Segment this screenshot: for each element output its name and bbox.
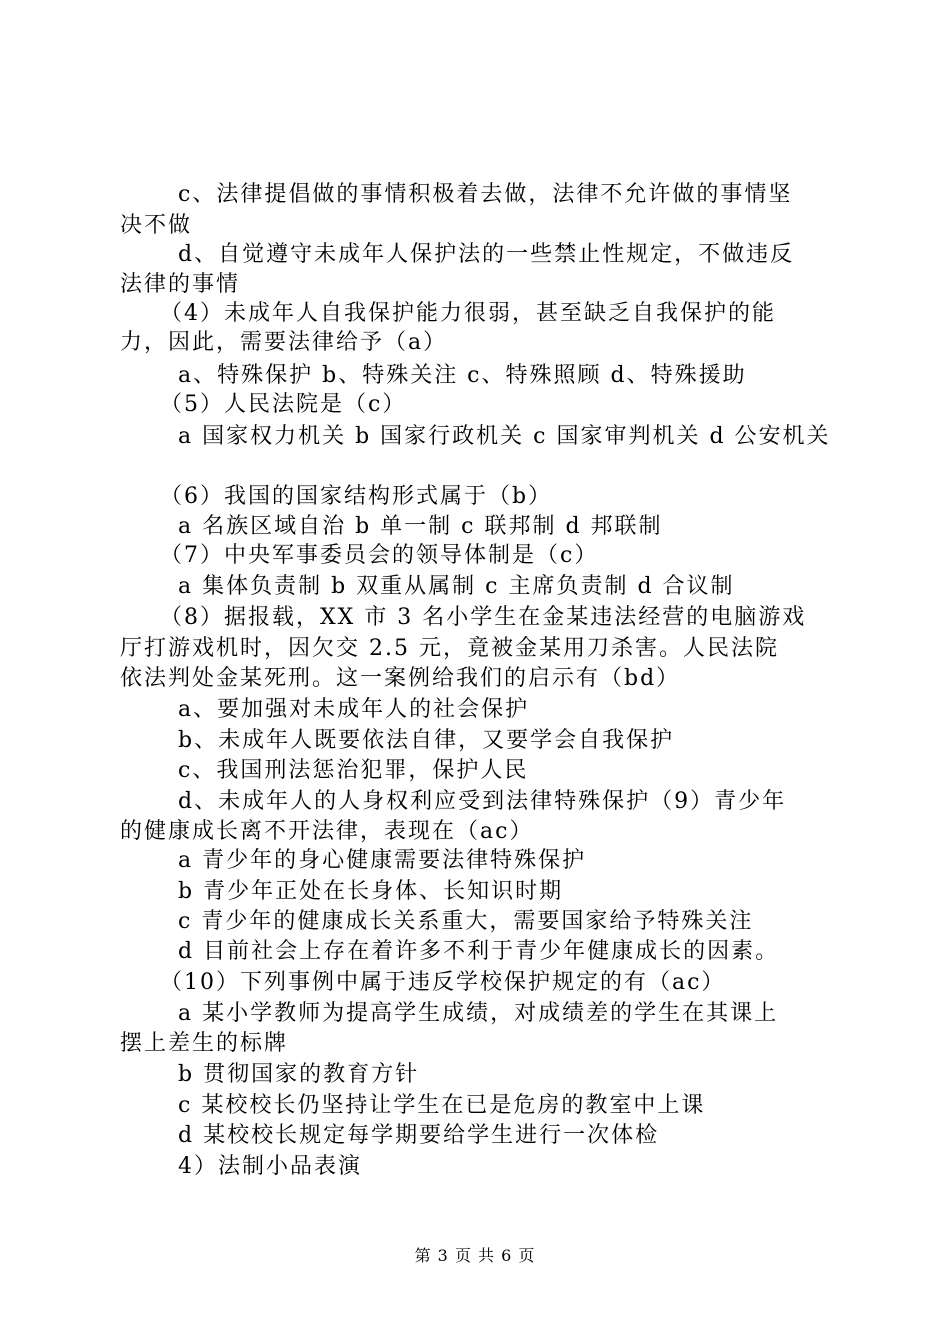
text-line: d 某校校长规定每学期要给学生进行一次体检: [178, 1123, 660, 1148]
text-line: （10）下列事例中属于违反学校保护规定的有（ac）: [160, 970, 726, 995]
text-line: a、特殊保护 b、特殊关注 c、特殊照顾 d、特殊援助: [178, 363, 747, 388]
page-number-footer: 第 3 页 共 6 页: [414, 1246, 536, 1265]
text-line: d、未成年人的人身权利应受到法律特殊保护（9）青少年: [178, 789, 787, 814]
text-line: a 某小学教师为提高学生成绩，对成绩差的学生在其课上: [178, 1001, 779, 1026]
text-line: 决不做: [120, 213, 193, 238]
text-line: 4）法制小品表演: [178, 1154, 362, 1179]
text-line: a 国家权力机关 b 国家行政机关 c 国家审判机关 d 公安机关: [178, 424, 831, 449]
text-line: c 某校校长仍坚持让学生在已是危房的教室中上课: [178, 1093, 706, 1118]
text-line: 摆上差生的标牌: [120, 1031, 289, 1056]
text-line: 力，因此，需要法律给予（a）: [120, 330, 448, 355]
text-line: （6）我国的国家结构形式属于（b）: [160, 484, 553, 509]
text-line: a 名族区域自治 b 单一制 c 联邦制 d 邦联制: [178, 514, 663, 539]
text-line: 法律的事情: [120, 272, 241, 297]
text-line: d、自觉遵守未成年人保护法的一些禁止性规定，不做违反: [178, 242, 795, 267]
text-line: 依法判处金某死刑。这一案例给我们的启示有（bd）: [120, 666, 681, 691]
text-line: （8）据报载，XX 市 3 名小学生在金某违法经营的电脑游戏: [160, 605, 807, 630]
text-line: a 青少年的身心健康需要法律特殊保护: [178, 848, 587, 873]
text-line: a 集体负责制 b 双重从属制 c 主席负责制 d 合议制: [178, 574, 735, 599]
text-line: （7）中央军事委员会的领导体制是（c）: [160, 543, 599, 568]
text-line: 厅打游戏机时，因欠交 2.5 元，竟被金某用刀杀害。人民法院: [120, 636, 779, 661]
text-line: c、我国刑法惩治犯罪，保护人民: [178, 758, 529, 783]
text-line: c、法律提倡做的事情积极着去做，法律不允许做的事情坚: [178, 182, 793, 207]
text-line: 的健康成长离不开法律，表现在（ac）: [120, 819, 534, 844]
text-line: d 目前社会上存在着许多不利于青少年健康成长的因素。: [178, 939, 780, 964]
text-line: （4）未成年人自我保护能力很弱，甚至缺乏自我保护的能: [160, 301, 776, 326]
text-line: a、要加强对未成年人的社会保护: [178, 697, 530, 722]
text-line: b、未成年人既要依法自律，又要学会自我保护: [178, 728, 675, 753]
text-line: （5）人民法院是（c）: [160, 392, 407, 417]
text-line: b 贯彻国家的教育方针: [178, 1062, 420, 1087]
text-line: b 青少年正处在长身体、长知识时期: [178, 879, 564, 904]
text-line: c 青少年的健康成长关系重大，需要国家给予特殊关注: [178, 909, 754, 934]
